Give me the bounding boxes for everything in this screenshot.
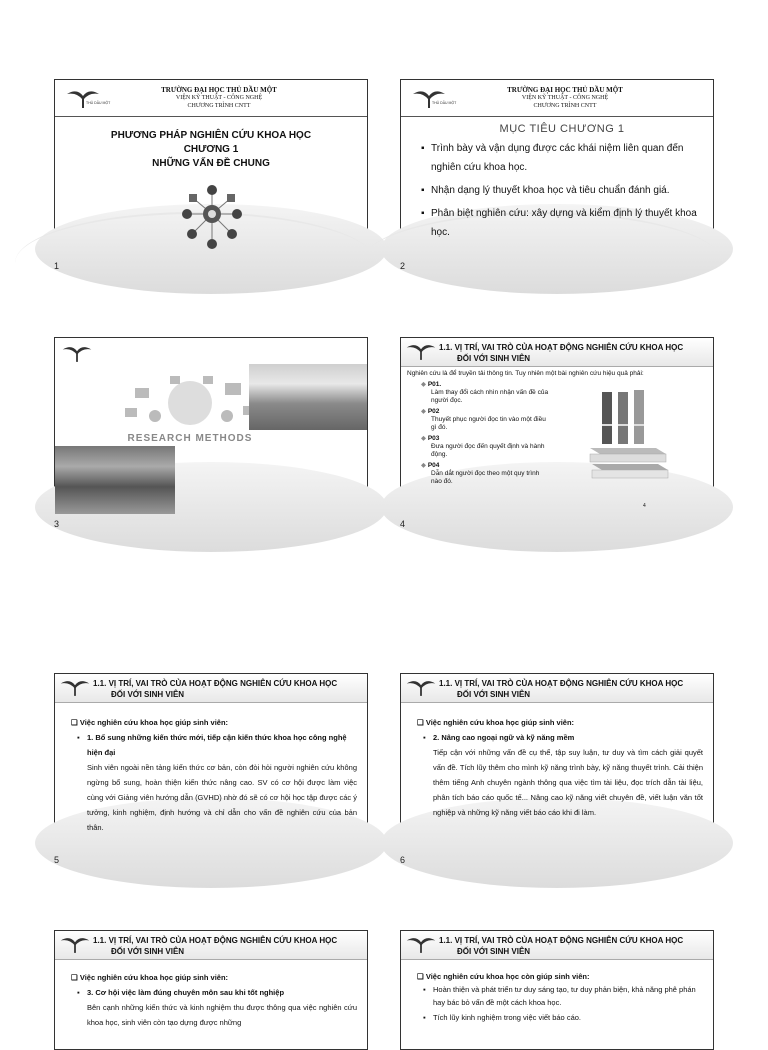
university-logo-icon [61, 342, 93, 364]
benefit-item: ▪ Tích lũy kinh nghiệm trong việc viết báo cáo. [423, 1013, 581, 1022]
books-icon [586, 388, 676, 488]
slide-number: 4 [400, 519, 406, 529]
institute-name: VIỆN KỸ THUẬT - CÔNG NGHỆ [175, 95, 263, 101]
page-mark: 4 [643, 503, 646, 509]
university-logo-icon [405, 676, 437, 698]
lead-text: ❑ Việc nghiên cứu khoa học còn giúp sinh viên: [417, 972, 590, 981]
section-header [401, 931, 713, 960]
slide-number: 1 [54, 261, 60, 271]
section-header [55, 674, 367, 703]
section-title: 1.1. VỊ TRÍ, VAI TRÒ CỦA HOẠT ĐỘNG NGHIÊN CỨU KHOA HỌC [93, 936, 338, 945]
section-subtitle: ĐỐI VỚI SINH VIÊN [111, 947, 185, 956]
network-diagram-icon [167, 182, 257, 252]
university-name: TRƯỜNG ĐẠI HỌC THỦ DẦU MỘT [161, 86, 277, 94]
university-logo-icon [411, 86, 457, 110]
purpose-item: ◆ P03 Đưa người đọc đến quyết định và hành động. [421, 435, 545, 458]
slide-5 [54, 673, 368, 849]
university-logo-icon [59, 933, 91, 955]
slide-2 [400, 79, 714, 255]
body-text: Sinh viên ngoài nền tảng kiến thức cơ bản, còn đòi hỏi người nghiên cứu không ngừng bổ sung, hoàn thiện kiến thức nâng cao. SV có cơ hội được làm việc cùng với Giảng viên hướng dẫn (GVHD) nhờ đó sẽ có cơ hội học tập được các ý tưởng, kinh nghiệm, định hướng và chỉ dẫn cho vấn đề nghiên cứu của bản thân. [87, 763, 357, 832]
slide-header [401, 80, 713, 117]
lead-text: ❑ Việc nghiên cứu khoa học giúp sinh viên: [417, 718, 575, 727]
section-subtitle: ĐỐI VỚI SINH VIÊN [111, 690, 185, 699]
university-logo-icon [59, 676, 91, 698]
slide-1 [54, 79, 368, 255]
program-name: CHƯƠNG TRÌNH CNTT [187, 103, 251, 109]
checkbox-icon: ❑ [71, 718, 78, 727]
chapter-label: CHƯƠNG 1 [183, 144, 239, 155]
university-name: TRƯỜNG ĐẠI HỌC THỦ DẦU MỘT [507, 86, 623, 94]
slide-6 [400, 673, 714, 849]
objective-item: ▪ Phân biệt nghiên cứu: xây dựng và kiểm định lý thuyết khoa học. [421, 208, 697, 238]
section-subtitle: ĐỐI VỚI SINH VIÊN [457, 354, 531, 363]
intro-text: Nghiên cứu là để truyền tải thông tin. Tuy nhiên một bài nghiên cứu hiệu quả phải: [407, 370, 644, 377]
sub-heading: ▪ 1. Bổ sung những kiến thức mới, tiếp cận kiến thức khoa học công nghệ hiện đại [77, 733, 347, 757]
slide-number: 3 [54, 519, 60, 529]
slide-4 [400, 337, 714, 513]
section-title: 1.1. VỊ TRÍ, VAI TRÒ CỦA HOẠT ĐỘNG NGHIÊN CỨU KHOA HỌC [93, 679, 338, 688]
program-name: CHƯƠNG TRÌNH CNTT [533, 103, 597, 109]
checkbox-icon: ❑ [417, 718, 424, 727]
svg-text:THỦ DẦU MỘT: THỦ DẦU MỘT [86, 101, 111, 105]
section-title: 1.1. VỊ TRÍ, VAI TRÒ CỦA HOẠT ĐỘNG NGHIÊN CỨU KHOA HỌC [439, 343, 684, 352]
slide-number: 5 [54, 855, 60, 865]
course-title: PHƯƠNG PHÁP NGHIÊN CỨU KHOA HỌC [110, 130, 312, 141]
checkbox-icon: ❑ [417, 972, 424, 981]
section-subtitle: ĐỐI VỚI SINH VIÊN [457, 947, 531, 956]
slide-number: 2 [400, 261, 406, 271]
chapter-title: NHỮNG VẤN ĐỀ CHUNG [152, 158, 270, 169]
lead-text: ❑ Việc nghiên cứu khoa học giúp sinh viên: [71, 718, 229, 727]
section-title: 1.1. VỊ TRÍ, VAI TRÒ CỦA HOẠT ĐỘNG NGHIÊN CỨU KHOA HỌC [439, 936, 684, 945]
objective-item: ▪ Trình bày và vận dụng được các khái niệm liên quan đến nghiên cứu khoa học. [421, 143, 684, 173]
slide-number: 6 [400, 855, 406, 865]
objectives-title: MỤC TIÊU CHƯƠNG 1 [499, 123, 625, 135]
benefit-item: ▪ Hoàn thiện và phát triển tư duy sáng tạo, tư duy phản biện, khả năng phê phán hay bác bỏ vấn đề một cách khoa học. [423, 985, 696, 1007]
slide-7 [54, 930, 368, 1050]
section-header [401, 674, 713, 703]
slide-header [55, 80, 367, 117]
slide-3 [54, 337, 368, 513]
research-methods-banner: RESEARCH METHODS [127, 433, 253, 444]
lead-text: ❑ Việc nghiên cứu khoa học giúp sinh viên: [71, 973, 229, 982]
slide-8 [400, 930, 714, 1050]
group-photo [249, 364, 367, 430]
university-logo-icon [65, 86, 111, 110]
university-logo-icon [405, 340, 437, 362]
section-title: 1.1. VỊ TRÍ, VAI TRÒ CỦA HOẠT ĐỘNG NGHIÊN CỨU KHOA HỌC [439, 679, 684, 688]
university-logo-icon [405, 933, 437, 955]
purpose-item: ◆ P01. Làm thay đổi cách nhìn nhận vấn đề của người đọc. [421, 381, 549, 404]
body-text: Tiếp cận với những vấn đề cụ thể, tập suy luận, tư duy và tìm cách giải quyết vấn đề. Tích lũy thêm cho mình kỹ năng trình bày, kỹ năng thuyết trình. Cải thiện thêm tiếng Anh chuyên ngành thông qua việc tìm tài liệu, đọc trích dẫn tài liệu, phân tích báo cáo quốc tế... Nâng cao kỹ năng viết chuyên đề, viết luận văn tốt nghiệp và những kỹ năng viết báo cáo khi đi làm. [433, 748, 703, 817]
body-text: Bên cạnh những kiến thức và kinh nghiệm thu được thông qua việc nghiên cứu khoa học, sinh viên còn tạo dựng được những [87, 1003, 357, 1027]
sub-heading: ▪ 2. Nâng cao ngoại ngữ và kỹ năng mềm [423, 733, 575, 742]
research-methods-illustration [115, 368, 265, 448]
section-subtitle: ĐỐI VỚI SINH VIÊN [457, 690, 531, 699]
section-header [401, 338, 713, 367]
svg-text:THỦ DẦU MỘT: THỦ DẦU MỘT [432, 101, 457, 105]
checkbox-icon: ❑ [71, 973, 78, 982]
purpose-item: ◆ P04 Dẫn dắt người đọc theo một quy trình nào đó. [421, 462, 540, 485]
sub-heading: ▪ 3. Cơ hội việc làm đúng chuyên môn sau khi tốt nghiệp [77, 988, 285, 997]
institute-name: VIỆN KỸ THUẬT - CÔNG NGHỆ [521, 95, 609, 101]
section-header [55, 931, 367, 960]
objective-item: ▪ Nhận dạng lý thuyết khoa học và tiêu chuẩn đánh giá. [421, 185, 670, 196]
meeting-photo [55, 446, 175, 514]
purpose-item: ◆ P02 Thuyết phục người đọc tin vào một điều gì đó. [421, 408, 546, 431]
